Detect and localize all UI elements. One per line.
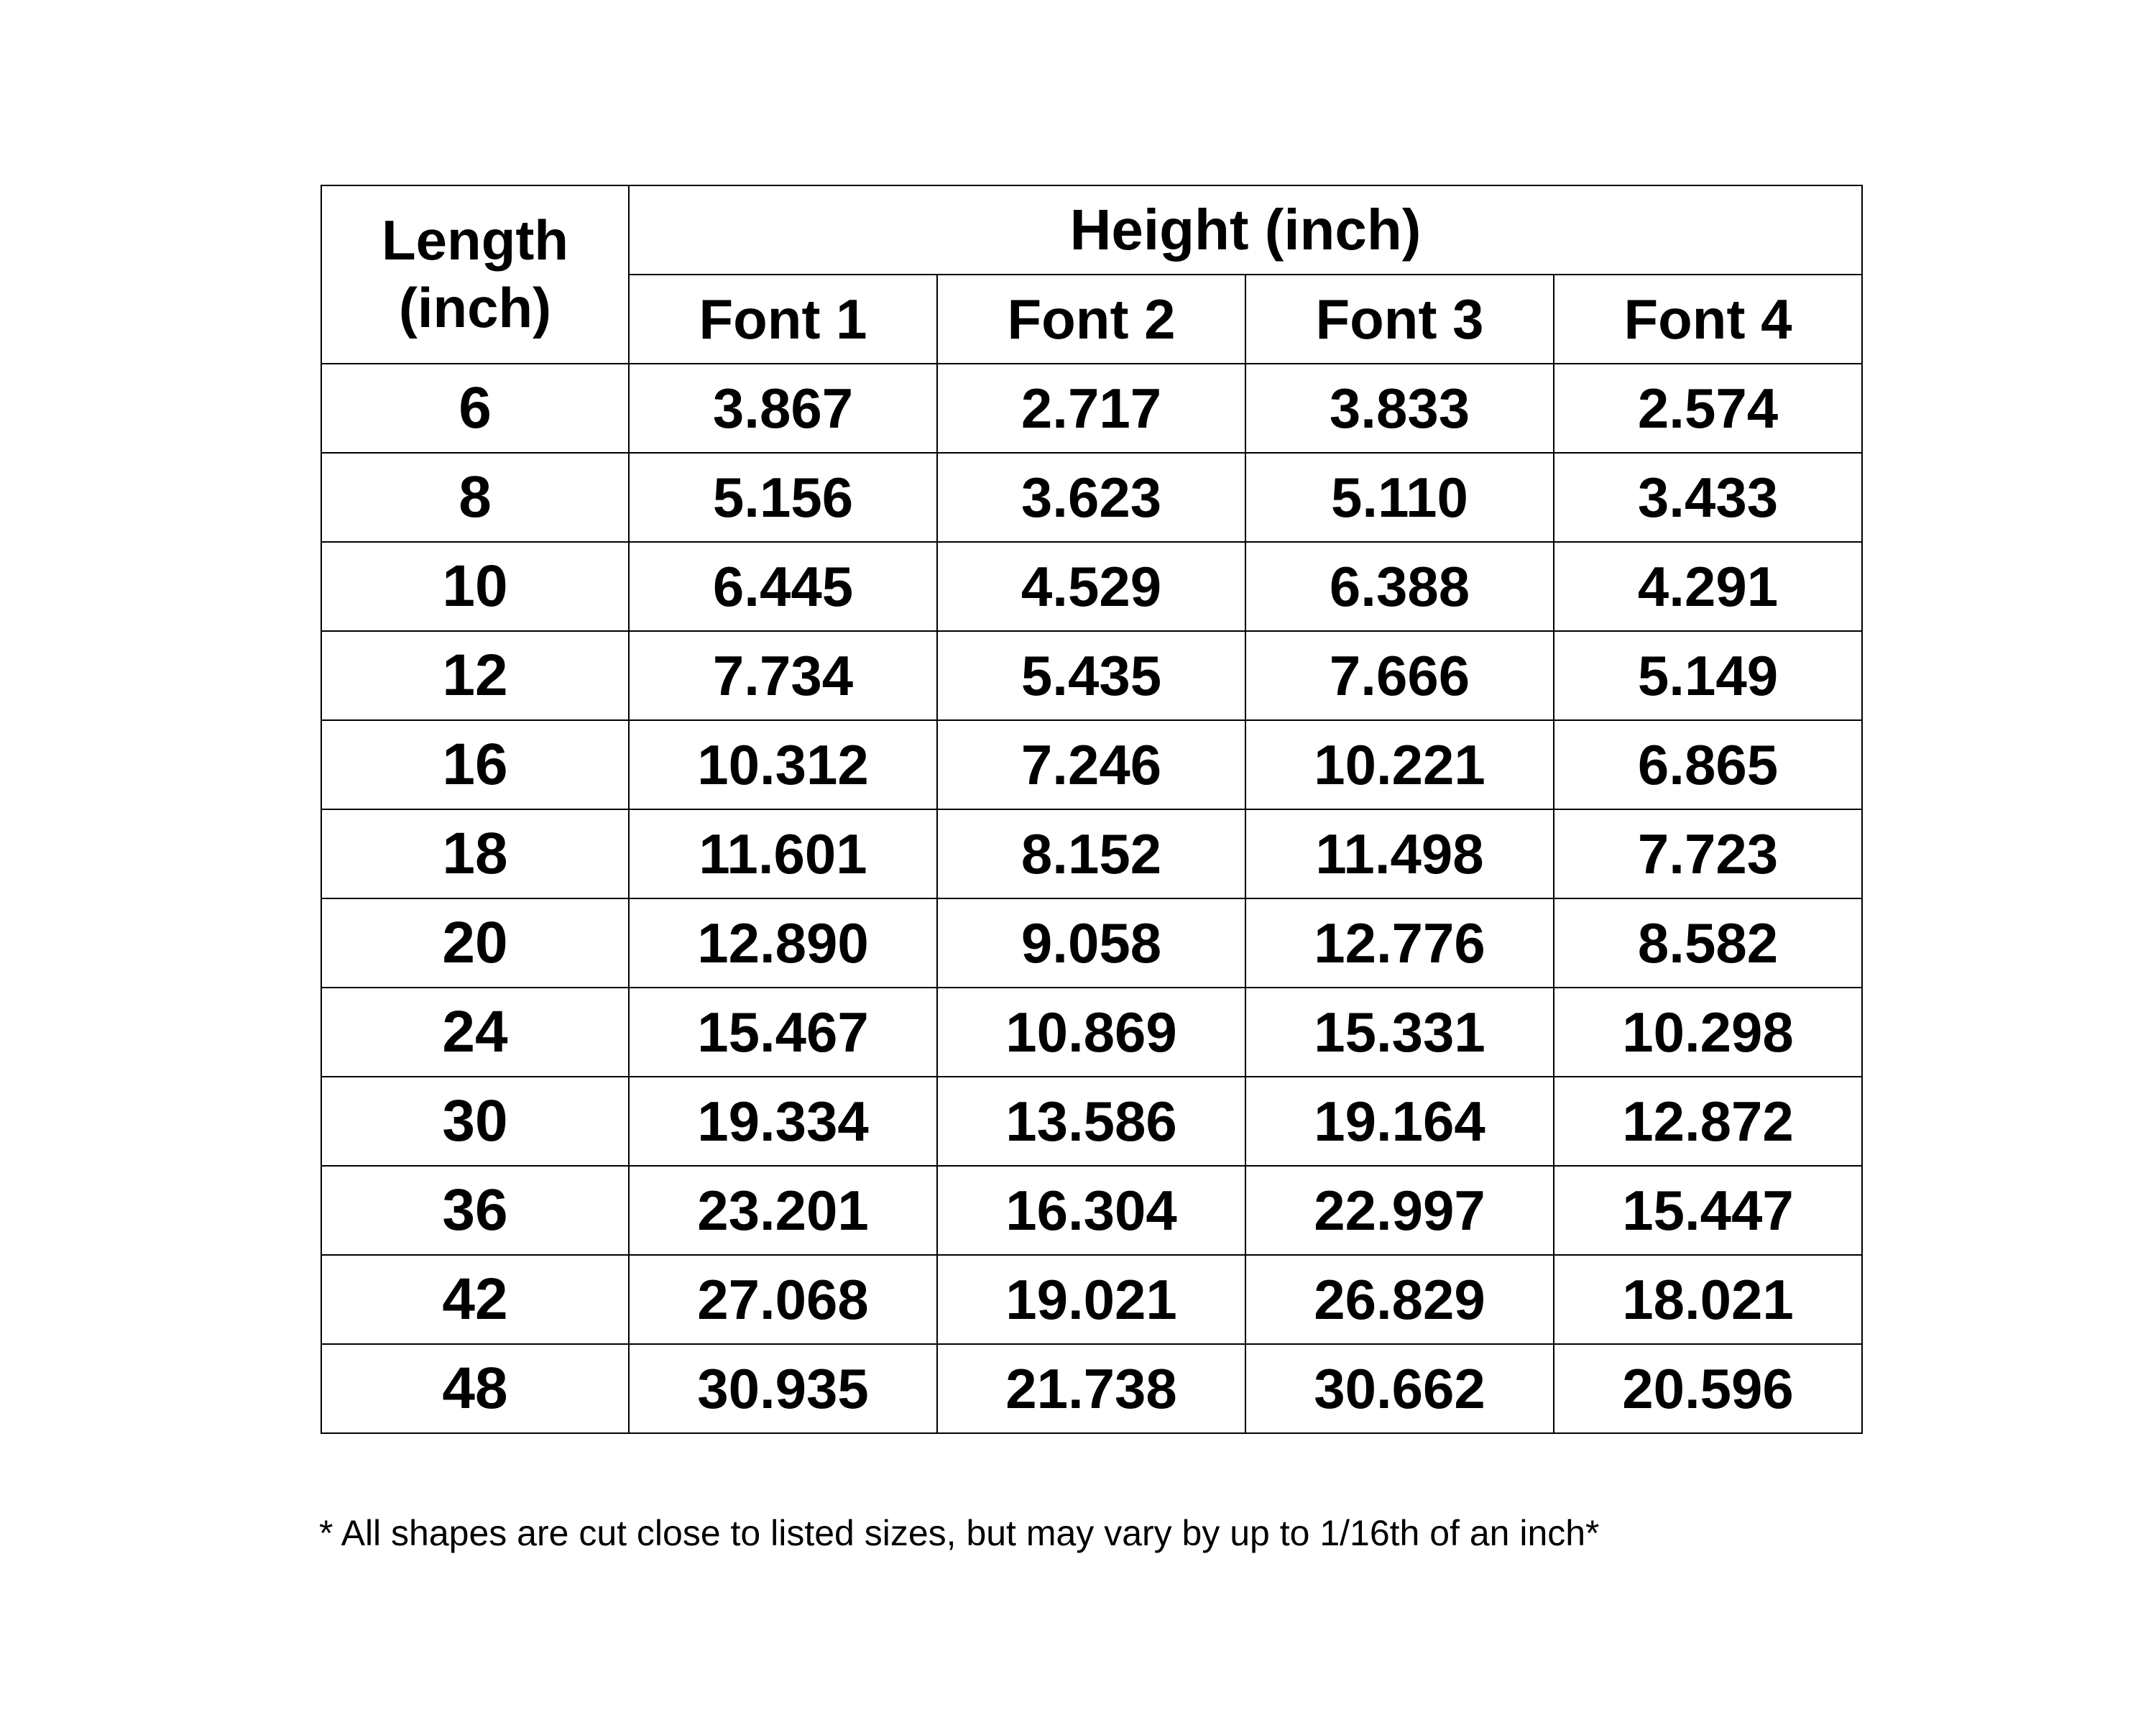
height-cell: 22.997 [1245, 1166, 1554, 1255]
length-cell: 30 [321, 1077, 629, 1166]
height-cell: 2.574 [1554, 364, 1862, 453]
height-cell: 5.435 [937, 631, 1245, 720]
table-row [321, 453, 1862, 542]
header-row-top [321, 185, 1862, 275]
height-cell: 3.867 [629, 364, 937, 453]
height-cell: 12.872 [1554, 1077, 1862, 1166]
height-cell: 15.331 [1245, 988, 1554, 1077]
height-cell: 8.582 [1554, 898, 1862, 988]
height-cell: 7.723 [1554, 809, 1862, 898]
height-cell: 10.869 [937, 988, 1245, 1077]
height-cell: 7.246 [937, 720, 1245, 809]
height-cell: 21.738 [937, 1344, 1245, 1433]
height-cell: 10.221 [1245, 720, 1554, 809]
height-column-header: Height (inch) [629, 185, 1862, 275]
height-cell: 11.601 [629, 809, 937, 898]
height-cell: 7.734 [629, 631, 937, 720]
height-cell: 15.447 [1554, 1166, 1862, 1255]
length-cell: 12 [321, 631, 629, 720]
table-row [321, 720, 1862, 809]
height-cell: 5.149 [1554, 631, 1862, 720]
height-cell: 5.156 [629, 453, 937, 542]
height-cell: 30.662 [1245, 1344, 1554, 1433]
height-cell: 6.445 [629, 542, 937, 631]
height-cell: 7.666 [1245, 631, 1554, 720]
table-row [321, 898, 1862, 988]
table-row [321, 631, 1862, 720]
height-cell: 5.110 [1245, 453, 1554, 542]
height-cell: 2.717 [937, 364, 1245, 453]
length-cell: 20 [321, 898, 629, 988]
length-cell: 24 [321, 988, 629, 1077]
table-row [321, 1166, 1862, 1255]
table-row [321, 1344, 1862, 1433]
length-cell: 36 [321, 1166, 629, 1255]
height-cell: 12.890 [629, 898, 937, 988]
height-cell: 6.865 [1554, 720, 1862, 809]
height-cell: 26.829 [1245, 1255, 1554, 1344]
height-cell: 10.312 [629, 720, 937, 809]
footnote: * All shapes are cut close to listed sizes, but may vary by up to 1/16th of an inch* [319, 1513, 1600, 1553]
height-cell: 16.304 [937, 1166, 1245, 1255]
height-cell: 3.833 [1245, 364, 1554, 453]
font-1-header: Font 1 [629, 275, 937, 364]
table-row [321, 542, 1862, 631]
length-column-header: Length (inch) [321, 185, 629, 364]
height-cell: 11.498 [1245, 809, 1554, 898]
height-cell: 20.596 [1554, 1344, 1862, 1433]
height-cell: 3.433 [1554, 453, 1862, 542]
height-cell: 10.298 [1554, 988, 1862, 1077]
length-cell: 16 [321, 720, 629, 809]
length-cell: 18 [321, 809, 629, 898]
length-cell: 6 [321, 364, 629, 453]
height-cell: 4.291 [1554, 542, 1862, 631]
table-row [321, 1255, 1862, 1344]
length-cell: 10 [321, 542, 629, 631]
length-cell: 48 [321, 1344, 629, 1433]
table-row [321, 988, 1862, 1077]
height-cell: 15.467 [629, 988, 937, 1077]
height-cell: 4.529 [937, 542, 1245, 631]
height-cell: 8.152 [937, 809, 1245, 898]
height-cell: 27.068 [629, 1255, 937, 1344]
font-4-header: Font 4 [1554, 275, 1862, 364]
table-row [321, 364, 1862, 453]
table-row [321, 1077, 1862, 1166]
size-chart-table [321, 185, 1863, 1434]
height-cell: 18.021 [1554, 1255, 1862, 1344]
height-cell: 6.388 [1245, 542, 1554, 631]
length-cell: 8 [321, 453, 629, 542]
height-cell: 19.164 [1245, 1077, 1554, 1166]
height-cell: 12.776 [1245, 898, 1554, 988]
table-row [321, 809, 1862, 898]
height-cell: 13.586 [937, 1077, 1245, 1166]
length-cell: 42 [321, 1255, 629, 1344]
height-cell: 19.021 [937, 1255, 1245, 1344]
font-3-header: Font 3 [1245, 275, 1554, 364]
height-cell: 30.935 [629, 1344, 937, 1433]
height-cell: 9.058 [937, 898, 1245, 988]
height-cell: 3.623 [937, 453, 1245, 542]
font-2-header: Font 2 [937, 275, 1245, 364]
height-cell: 19.334 [629, 1077, 937, 1166]
height-cell: 23.201 [629, 1166, 937, 1255]
